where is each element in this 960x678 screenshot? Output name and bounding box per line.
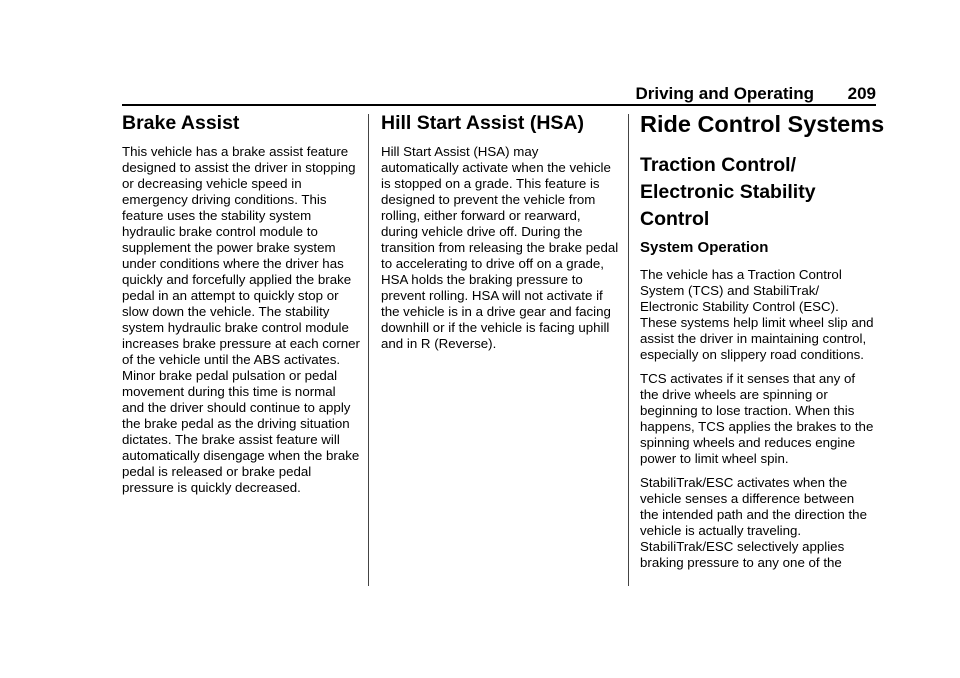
ride-control-systems-heading: Ride Control Systems [640, 111, 885, 137]
column-divider-1 [368, 114, 369, 586]
page-number: 209 [847, 84, 876, 103]
traction-control-heading: Traction Control/ Electronic Stability Control [640, 154, 816, 230]
brake-assist-paragraph: This vehicle has a brake assist feature designed to assist the driver in stopping or decreasing vehicle speed in emergency driving conditions. This feature uses the stability system hydraulic brake control module to supplement the power brake system under conditions where the driver has quickly and forcefully applied the brake pedal in an attempt to quickly stop or slow down the vehicle. The stability system hydraulic brake control module increases brake pressure at each corner of the vehicle until the ABS activates. Minor brake pedal pulsation or pedal movement during this time is normal and the driver should continue to apply the brake pedal as the driving situation dictates. The brake assist feature will automatically disengage when the brake pedal is released or brake pedal pressure is quickly decreased. [122, 144, 360, 495]
column-ride-control [640, 110, 885, 571]
brake-assist-heading: Brake Assist [122, 112, 240, 134]
column-hill-start-assist [381, 110, 619, 352]
column-brake-assist [122, 110, 360, 496]
system-operation-paragraph-1: The vehicle has a Traction Control System (TCS) and StabiliTrak/ Electronic Stability Control (ESC). These systems help limit wheel slip and assist the driver in maintaining control, especially on slippery road conditions. [640, 267, 874, 362]
column-divider-2 [628, 114, 629, 586]
hill-start-assist-heading: Hill Start Assist (HSA) [381, 112, 584, 134]
header-section-title: Driving and Operating [635, 84, 814, 103]
header-rule [122, 104, 876, 106]
system-operation-paragraph-2: TCS activates if it senses that any of the drive wheels are spinning or beginning to lose traction. When this happens, TCS applies the brakes to the spinning wheels and reduces engine power to limit wheel spin. [640, 371, 874, 466]
system-operation-heading: System Operation [640, 239, 769, 256]
hill-start-assist-paragraph: Hill Start Assist (HSA) may automatically activate when the vehicle is stopped on a grade. This feature is designed to prevent the vehicle from rolling, either forward or rearward, during vehicle drive off. During the transition from releasing the brake pedal to accelerating to drive off on a grade, HSA holds the braking pressure to prevent rolling. HSA will not activate if the vehicle is in a drive gear and facing downhill or if the vehicle is facing uphill and in R (Reverse). [381, 144, 619, 351]
system-operation-paragraph-3: StabiliTrak/ESC activates when the vehicle senses a difference between the intended path and the direction the vehicle is actually traveling. StabiliTrak/ESC selectively applies braking pressure to any one of the [640, 475, 867, 570]
